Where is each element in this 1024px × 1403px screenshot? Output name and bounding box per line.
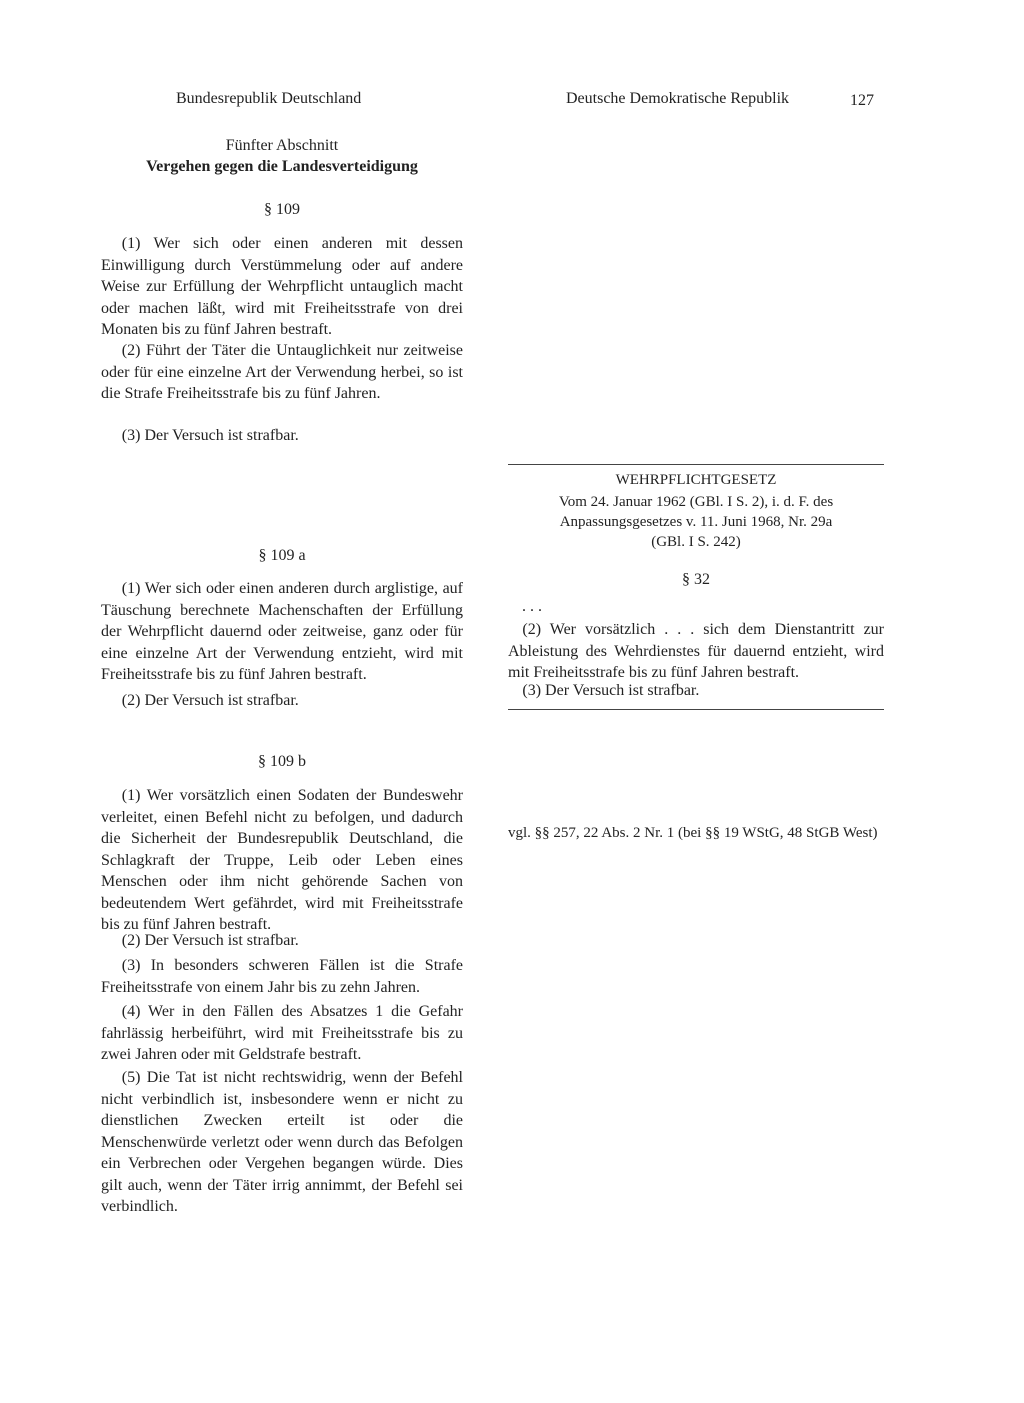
top-rule: [508, 464, 884, 465]
paragraph-heading-109a: § 109 a: [258, 547, 306, 564]
cross-reference-note: vgl. §§ 257, 22 Abs. 2 Nr. 1 (bei §§ 19 WStG, 48 StGB West): [508, 825, 878, 841]
p109b-para-4: (4) Wer in den Fällen des Absatzes 1 die Gefahr fahrlässig herbeiführt, wird mit Freiheitsstrafe bis zu zwei Jahren oder mit Geldstrafe bestraft.: [101, 1003, 463, 1063]
law-subtitle-3: (GBl. I S. 242): [651, 534, 741, 550]
p109-para-2: (2) Führt der Täter die Untauglichkeit nur zeitweise oder für eine einzelne Art der Verwendung herbei, so ist die Strafe Freiheitsstrafe bis zu fünf Jahren.: [101, 342, 463, 402]
p109a-para-1: (1) Wer sich oder einen anderen durch arglistige, auf Täuschung berechnete Machenschaften der Erfüllung der Wehrpflicht dauernd oder zeitweise, ganz oder für eine einzelne Art der Verwendung entzieht, wird mit Freiheitsstrafe bis zu fünf Jahren bestraft.: [101, 580, 463, 683]
p109-para-3: (3) Der Versuch ist strafbar.: [121, 427, 299, 444]
law-title: WEHRPFLICHTGESETZ: [615, 472, 777, 488]
p109b-para-3: (3) In besonders schweren Fällen ist die Strafe Freiheitsstrafe von einem Jahr bis zu zehn Jahren.: [101, 957, 463, 996]
paragraph-heading-109: § 109: [264, 201, 300, 218]
law-subtitle-1: Vom 24. Januar 1962 (GBl. I S. 2), i. d. F. des: [558, 494, 834, 510]
section-label: Fünfter Abschnitt: [225, 137, 339, 154]
p32-para-2: (2) Wer vorsätzlich . . . sich dem Dienstantritt zur Ableistung des Wehrdienstes für dauernd entzieht, wird mit Freiheitsstrafe bis zu fünf Jahren bestraft.: [508, 621, 884, 681]
ellipsis: . . .: [522, 598, 542, 615]
p32-para-3: (3) Der Versuch ist strafbar.: [522, 682, 700, 699]
section-title: Vergehen gegen die Landesverteidigung: [146, 158, 418, 175]
p109b-para-2: (2) Der Versuch ist strafbar.: [121, 932, 299, 949]
running-header-right: Deutsche Demokratische Republik: [566, 90, 790, 107]
page-number: 127: [850, 92, 874, 109]
paragraph-heading-32: § 32: [682, 571, 710, 588]
running-header-left: Bundesrepublik Deutschland: [176, 90, 362, 107]
p109a-para-2: (2) Der Versuch ist strafbar.: [121, 692, 299, 709]
p109b-para-1: (1) Wer vorsätzlich einen Sodaten der Bundeswehr verleitet, einen Befehl nicht zu befolgen, und dadurch die Sicherheit der Bundesrepublik Deutschland, die Schlagkraft der Truppe, Leib oder Leben eines Menschen oder ihm nicht gehörende Sachen von bedeutendem Wert gefährdet, wird mit Freiheitsstrafe bis zu fünf Jahren bestraft.: [101, 787, 463, 933]
bottom-rule: [508, 709, 884, 710]
paragraph-heading-109b: § 109 b: [258, 753, 306, 770]
p109b-para-5: (5) Die Tat ist nicht rechtswidrig, wenn der Befehl nicht verbindlich ist, insbesondere wenn er nicht zu dienstlichen Zwecken erteilt ist oder die Menschenwürde verletzt oder wenn durch das Befolgen ein Verbrechen oder Vergehen begangen würde. Dies gilt auch, wenn der Täter irrig annimmt, der Befehl sei verbindlich.: [101, 1069, 463, 1215]
law-subtitle-2: Anpassungsgesetzes v. 11. Juni 1968, Nr. 29a: [559, 514, 833, 530]
p109-para-1: (1) Wer sich oder einen anderen mit dessen Einwilligung durch Verstümmelung oder auf andere Weise zur Erfüllung der Wehrpflicht untauglich macht oder machen läßt, wird mit Freiheitsstrafe von drei Monaten bis zu fünf Jahren bestraft.: [101, 235, 463, 338]
